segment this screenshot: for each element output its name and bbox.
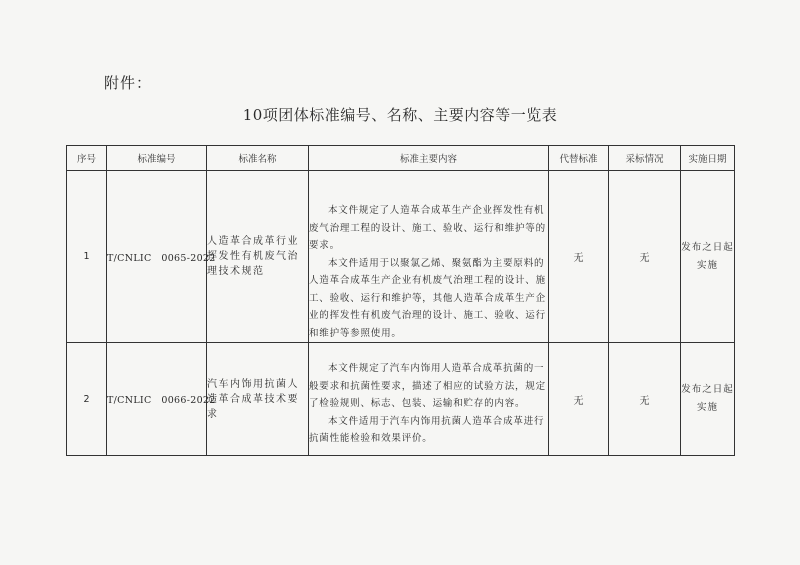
- document-title: 10项团体标准编号、名称、主要内容等一览表: [242, 106, 558, 124]
- table-row: [67, 343, 735, 456]
- cell-date: 发布之日起实施: [681, 343, 735, 456]
- cell-code: T/CNLIC 0066-2022: [107, 343, 207, 456]
- content-paragraph: 本文件适用于汽车内饰用抗菌人造革合成革进行抗菌性能检验和效果评价。: [309, 415, 545, 444]
- table-row: [67, 171, 735, 343]
- header-code: 标准编号: [107, 146, 207, 171]
- header-adoption: 采标情况: [609, 146, 681, 171]
- header-replaced: 代替标准: [549, 146, 609, 171]
- header-name: 标准名称: [207, 146, 309, 171]
- cell-no: 1: [67, 171, 107, 343]
- cell-date: 发布之日起实施: [681, 171, 735, 343]
- cell-code: T/CNLIC 0065-2022: [107, 171, 207, 343]
- cell-name: 人造革合成革行业挥发性有机废气治理技术规范: [207, 171, 309, 343]
- content-paragraph: 本文件规定了人造革合成革生产企业挥发性有机废气治理工程的设计、施工、验收、运行和维护等的要求。: [309, 205, 546, 251]
- content-paragraph: 本文件适用于以聚氯乙烯、聚氨酯为主要原料的人造革合成革生产企业有机废气治理工程的设计、施工、验收、运行和维护等，其他人造革合成革生产企业的挥发性有机废气治理的设计、施工、验收、运行和维护等参照使用。: [309, 257, 546, 339]
- cell-content: [309, 343, 549, 456]
- standards-table: [66, 145, 735, 456]
- header-date: 实施日期: [681, 146, 735, 171]
- cell-replaced: 无: [549, 343, 609, 456]
- table-header-row: [67, 146, 735, 171]
- header-no: 序号: [67, 146, 107, 171]
- cell-content: [309, 171, 549, 343]
- cell-adoption: 无: [609, 171, 681, 343]
- attachment-label: 附件：: [104, 74, 153, 92]
- cell-replaced: 无: [549, 171, 609, 343]
- cell-no: 2: [67, 343, 107, 456]
- cell-adoption: 无: [609, 343, 681, 456]
- cell-name: 汽车内饰用抗菌人造革合成革技术要求: [207, 343, 309, 456]
- content-paragraph: 本文件规定了汽车内饰用人造革合成革抗菌的一般要求和抗菌性要求，描述了相应的试验方法，规定了检验规则、标志、包装、运输和贮存的内容。: [309, 363, 546, 409]
- header-content: 标准主要内容: [309, 146, 549, 171]
